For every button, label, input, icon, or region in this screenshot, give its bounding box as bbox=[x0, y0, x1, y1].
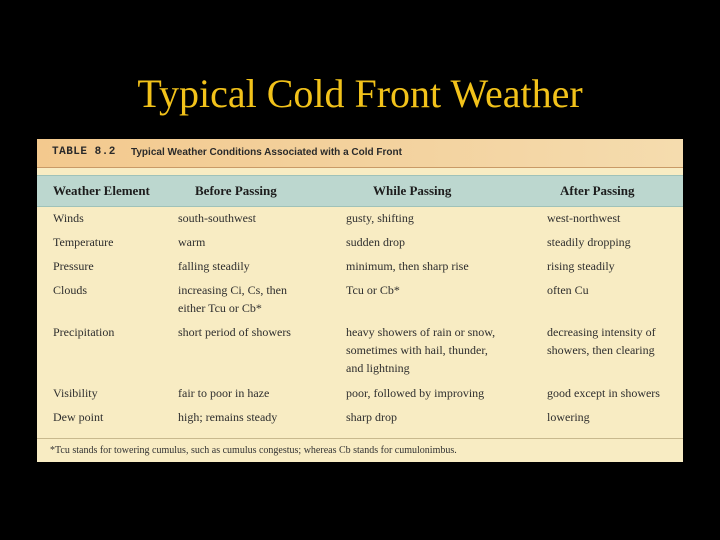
row-before: falling steadily bbox=[178, 259, 250, 273]
row-while: sharp drop bbox=[346, 410, 397, 424]
header-while-passing: While Passing bbox=[373, 183, 452, 198]
row-while: gusty, shifting bbox=[346, 211, 414, 225]
row-element: Pressure bbox=[53, 259, 94, 273]
header-after-passing: After Passing bbox=[560, 183, 635, 198]
row-before: high; remains steady bbox=[178, 410, 278, 424]
row-element: Clouds bbox=[53, 283, 88, 297]
row-before: warm bbox=[178, 235, 206, 249]
row-after: rising steadily bbox=[547, 259, 615, 273]
row-element: Dew point bbox=[53, 410, 104, 424]
row-while: sudden drop bbox=[346, 235, 405, 249]
row-after: steadily dropping bbox=[547, 235, 631, 249]
row-after: good except in showers bbox=[547, 386, 660, 400]
row-before: short period of showers bbox=[178, 325, 291, 339]
row-after: showers, then clearing bbox=[547, 343, 655, 357]
table-header-row bbox=[37, 175, 683, 207]
row-after: lowering bbox=[547, 410, 590, 424]
table-caption-bar bbox=[37, 139, 683, 168]
row-before: south-southwest bbox=[178, 211, 256, 225]
row-while: Tcu or Cb* bbox=[346, 283, 400, 297]
weather-table bbox=[37, 139, 683, 462]
row-while: minimum, then sharp rise bbox=[346, 259, 469, 273]
row-after: decreasing intensity of bbox=[547, 325, 656, 339]
table-caption: Typical Weather Conditions Associated with a Cold Front bbox=[131, 147, 402, 158]
row-element: Visibility bbox=[53, 386, 98, 400]
row-element: Winds bbox=[53, 211, 84, 225]
row-before: increasing Ci, Cs, then bbox=[178, 283, 287, 297]
row-while: heavy showers of rain or snow, bbox=[346, 325, 496, 339]
header-before-passing: Before Passing bbox=[195, 183, 277, 198]
row-before: fair to poor in haze bbox=[178, 386, 270, 400]
row-while: and lightning bbox=[346, 361, 410, 375]
row-after: often Cu bbox=[547, 283, 589, 297]
row-element: Temperature bbox=[53, 235, 114, 249]
table-label: TABLE 8.2 bbox=[52, 146, 116, 158]
slide-title: Typical Cold Front Weather bbox=[137, 71, 583, 116]
table-footnote: *Tcu stands for towering cumulus, such as cumulus congestus; whereas Cb stands for cumulonimbus. bbox=[50, 445, 457, 456]
row-element: Precipitation bbox=[53, 325, 115, 339]
row-while: sometimes with hail, thunder, bbox=[346, 343, 488, 357]
row-while: poor, followed by improving bbox=[346, 386, 485, 400]
row-before: either Tcu or Cb* bbox=[178, 301, 262, 315]
header-weather-element: Weather Element bbox=[53, 183, 150, 198]
footnote-divider bbox=[37, 438, 683, 439]
row-after: west-northwest bbox=[547, 211, 621, 225]
